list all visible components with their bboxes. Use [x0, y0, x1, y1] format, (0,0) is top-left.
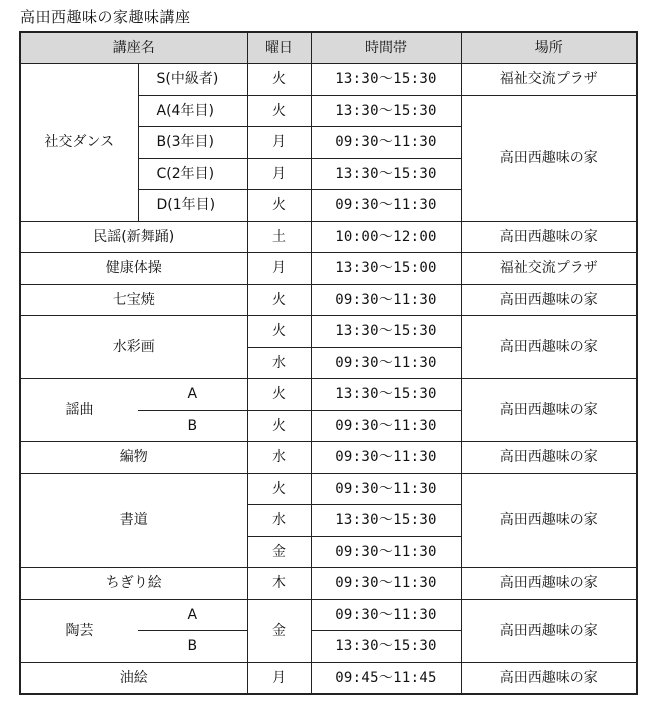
day-cell: 金: [247, 599, 311, 662]
course-name-kenko: 健康体操: [20, 253, 247, 285]
day-cell: 木: [247, 568, 311, 600]
day-cell: 月: [247, 253, 311, 285]
table-row: [20, 662, 637, 694]
course-name-yokyoku: 謡曲: [20, 379, 138, 442]
day-cell: 火: [247, 284, 311, 316]
place-cell: 福祉交流プラザ: [461, 64, 637, 96]
course-name-chigirie: ちぎり絵: [20, 568, 247, 600]
table-row: [20, 568, 637, 600]
time-cell: 09:30～11:30: [311, 284, 461, 316]
day-cell: 月: [247, 127, 311, 159]
time-cell: 13:30～15:30: [311, 505, 461, 537]
day-cell: 火: [247, 64, 311, 96]
time-cell: 09:30～11:30: [311, 536, 461, 568]
day-cell: 火: [247, 95, 311, 127]
time-cell: 13:30～15:30: [311, 379, 461, 411]
day-cell: 月: [247, 158, 311, 190]
table-row: [20, 442, 637, 474]
table-row: [20, 599, 637, 631]
time-cell: 09:30～11:30: [311, 473, 461, 505]
sub-course-label: B: [138, 631, 247, 663]
time-cell: 13:30～15:30: [311, 158, 461, 190]
time-cell: 13:30～15:30: [311, 64, 461, 96]
time-cell: 09:30～11:30: [311, 442, 461, 474]
place-cell: 高田西趣味の家: [461, 568, 637, 600]
course-name-suisai: 水彩画: [20, 316, 247, 379]
time-cell: 09:30～11:30: [311, 568, 461, 600]
day-cell: 火: [247, 410, 311, 442]
course-schedule-table: [19, 31, 638, 695]
time-cell: 13:30～15:30: [311, 316, 461, 348]
time-cell: 13:30～15:30: [311, 95, 461, 127]
day-cell: 火: [247, 473, 311, 505]
page-title: 高田西趣味の家趣味講座: [20, 8, 191, 26]
course-name-shippo: 七宝焼: [20, 284, 247, 316]
day-cell: 水: [247, 347, 311, 379]
table-row: [20, 473, 637, 505]
place-cell: 高田西趣味の家: [461, 379, 637, 442]
day-cell: 月: [247, 662, 311, 694]
place-cell: 高田西趣味の家: [461, 95, 637, 221]
table-header-row: [20, 32, 637, 64]
day-cell: 火: [247, 316, 311, 348]
place-cell: 高田西趣味の家: [461, 599, 637, 662]
sub-course-label: S(中級者): [138, 64, 247, 96]
course-name-minyo: 民謡(新舞踊): [20, 221, 247, 253]
sub-course-label: B(3年目): [138, 127, 247, 159]
place-cell: 高田西趣味の家: [461, 221, 637, 253]
day-cell: 金: [247, 536, 311, 568]
sub-course-label: A(4年目): [138, 95, 247, 127]
course-name-amimono: 編物: [20, 442, 247, 474]
sub-course-label: C(2年目): [138, 158, 247, 190]
sub-course-label: A: [138, 599, 247, 631]
sub-course-label: B: [138, 410, 247, 442]
place-cell: 高田西趣味の家: [461, 662, 637, 694]
header-course: 講座名: [20, 32, 247, 64]
place-cell: 高田西趣味の家: [461, 473, 637, 568]
place-cell: 高田西趣味の家: [461, 442, 637, 474]
time-cell: 13:30～15:30: [311, 631, 461, 663]
course-name-shodo: 書道: [20, 473, 247, 568]
sub-course-label: A: [138, 379, 247, 411]
place-cell: 高田西趣味の家: [461, 284, 637, 316]
course-name-abura: 油絵: [20, 662, 247, 694]
course-name-social-dance: 社交ダンス: [20, 64, 138, 222]
table-row: [20, 253, 637, 285]
time-cell: 09:45～11:45: [311, 662, 461, 694]
sub-course-label: D(1年目): [138, 190, 247, 222]
day-cell: 水: [247, 442, 311, 474]
time-cell: 09:30～11:30: [311, 190, 461, 222]
time-cell: 10:00～12:00: [311, 221, 461, 253]
day-cell: 火: [247, 379, 311, 411]
day-cell: 火: [247, 190, 311, 222]
table-row: [20, 316, 637, 348]
day-cell: 土: [247, 221, 311, 253]
header-time: 時間帯: [311, 32, 461, 64]
table-row: [20, 284, 637, 316]
table-row: [20, 221, 637, 253]
table-row: [20, 379, 637, 411]
header-place: 場所: [461, 32, 637, 64]
time-cell: 09:30～11:30: [311, 347, 461, 379]
day-cell: 水: [247, 505, 311, 537]
place-cell: 福祉交流プラザ: [461, 253, 637, 285]
time-cell: 09:30～11:30: [311, 127, 461, 159]
table-row: [20, 64, 637, 96]
course-name-tougei: 陶芸: [20, 599, 138, 662]
place-cell: 高田西趣味の家: [461, 316, 637, 379]
header-day: 曜日: [247, 32, 311, 64]
time-cell: 09:30～11:30: [311, 599, 461, 631]
time-cell: 09:30～11:30: [311, 410, 461, 442]
time-cell: 13:30～15:00: [311, 253, 461, 285]
